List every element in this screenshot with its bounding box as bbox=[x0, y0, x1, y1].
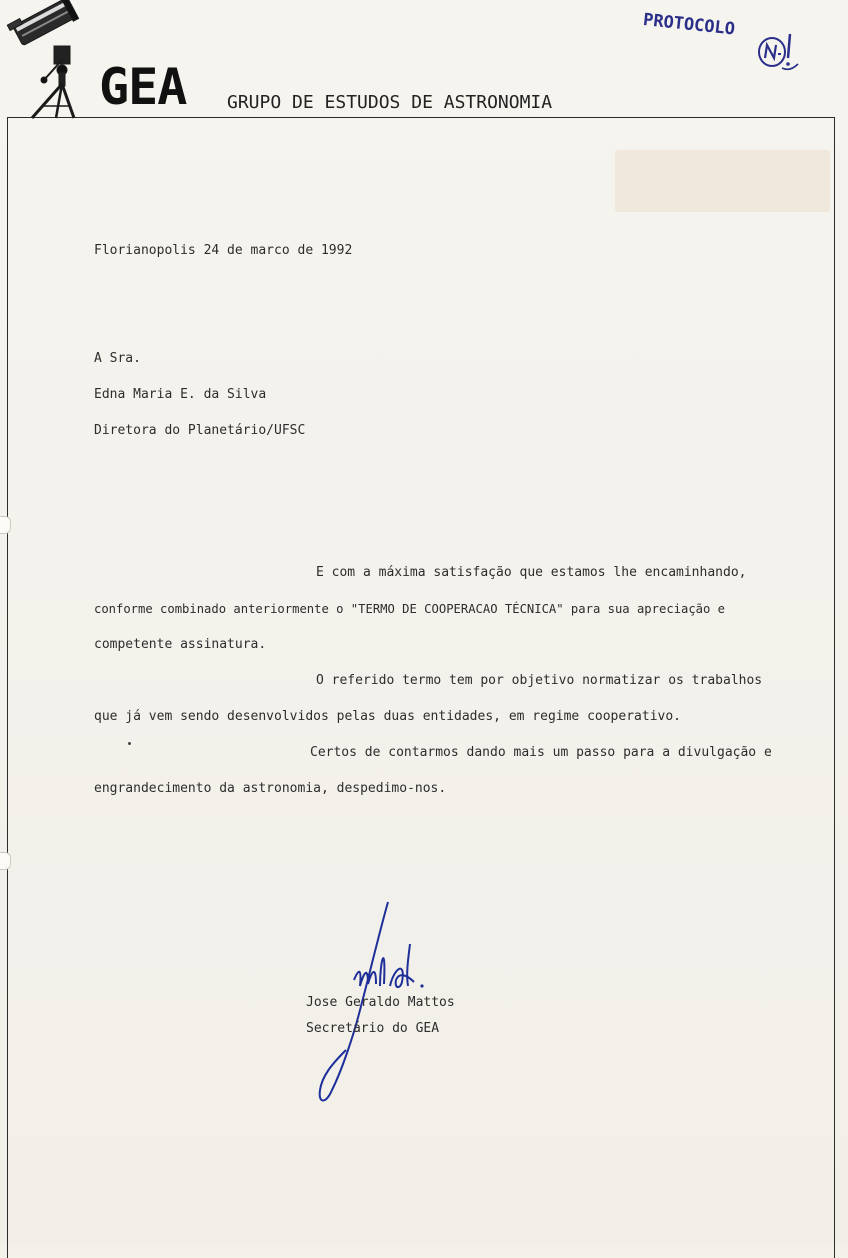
recipient-salutation: A Sra. bbox=[94, 351, 141, 366]
letter-date: Florianopolis 24 de marco de 1992 bbox=[94, 243, 353, 258]
recipient-title: Diretora do Planetário/UFSC bbox=[94, 423, 306, 438]
paragraph-1-line-1: E com a máxima satisfação que estamos lhe encaminhando, bbox=[316, 565, 747, 580]
telescope-icon bbox=[4, 0, 90, 120]
paragraph-1-line-2: conforme combinado anteriormente o "TERMO DE COOPERACAO TÉCNICA" para sua apreciação e bbox=[94, 602, 726, 616]
ink-speck bbox=[128, 742, 131, 745]
signer-role: Secretário do GEA bbox=[306, 1021, 440, 1036]
protocol-stamp: PROTOCOLO bbox=[642, 10, 736, 40]
signer-name: Jose Geraldo Mattos bbox=[306, 995, 455, 1010]
binder-hole-tab bbox=[0, 852, 11, 870]
organization-name: GRUPO DE ESTUDOS DE ASTRONOMIA bbox=[227, 92, 553, 113]
paragraph-2-line-1: O referido termo tem por objetivo normatizar os trabalhos bbox=[316, 673, 763, 688]
gea-logo: GEA bbox=[99, 58, 187, 116]
paragraph-2-line-2: que já vem sendo desenvolvidos pelas duas entidades, em regime cooperativo. bbox=[94, 709, 681, 724]
paragraph-1-line-3: competente assinatura. bbox=[94, 637, 267, 652]
paragraph-3-line-2: engrandecimento da astronomia, despedimo-nos. bbox=[94, 781, 447, 796]
recipient-name: Edna Maria E. da Silva bbox=[94, 387, 267, 402]
binder-hole-tab bbox=[0, 516, 11, 534]
paragraph-3-line-1: Certos de contarmos dando mais um passo para a divulgação e bbox=[310, 745, 772, 760]
stamp-number-mark bbox=[756, 28, 800, 72]
